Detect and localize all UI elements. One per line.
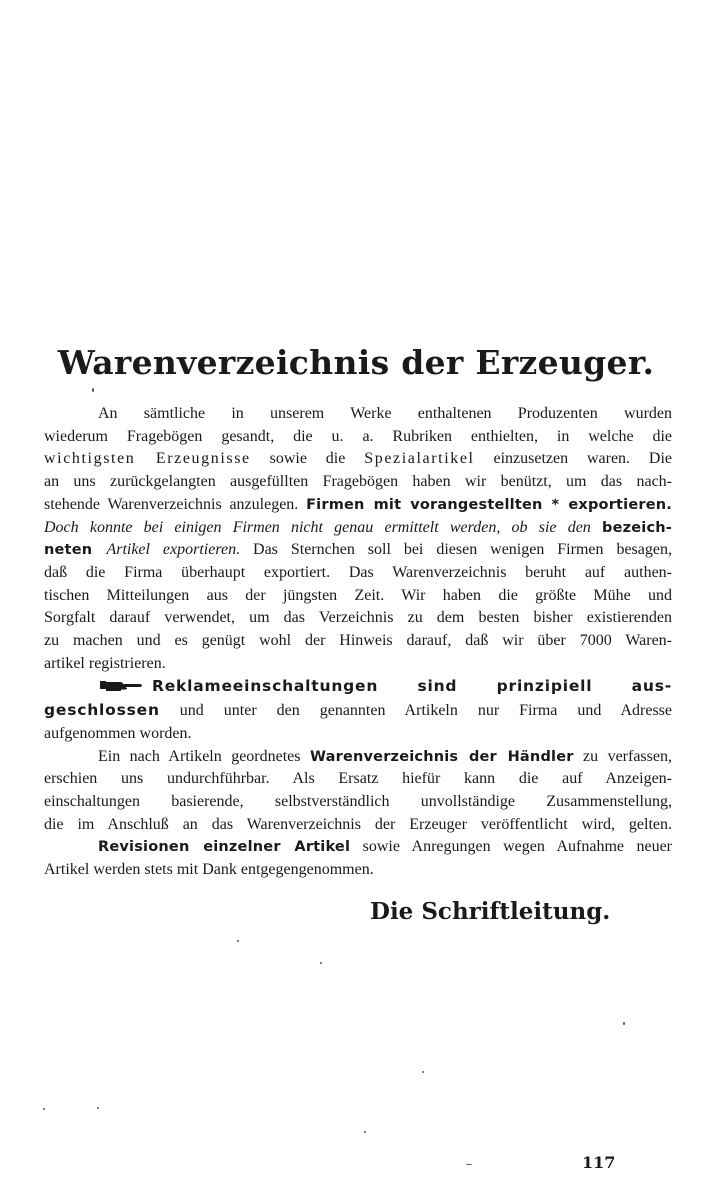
- scan-speck: [237, 940, 239, 942]
- signature: Die Schriftleitung.: [370, 898, 611, 925]
- notice-bold-text: Reklameeinschaltungen sind prinzipiell aus-: [152, 677, 672, 696]
- text-run: sowie Anregungen wegen Aufnahme neuer: [350, 838, 672, 856]
- page-number: 117: [582, 1153, 616, 1172]
- text-line: [44, 471, 672, 494]
- text-line: [44, 426, 672, 449]
- scan-speck: [43, 1108, 45, 1110]
- page-title: Warenverzeichnis der Erzeuger.: [57, 343, 655, 382]
- text-line: [44, 653, 672, 676]
- scan-speck: [320, 962, 322, 964]
- pointing-hand-icon: [98, 678, 144, 692]
- text-line: [44, 539, 672, 562]
- text-line: [44, 791, 672, 814]
- text-run: die im Anschluß an das Warenverzeichnis der Erzeuger veröffentlicht wird, gelten.: [44, 815, 672, 833]
- text-line: [44, 403, 672, 426]
- text-run: artikel registrieren.: [44, 654, 166, 672]
- italic-text: Artikel exportieren.: [106, 541, 241, 559]
- text-line: [44, 494, 672, 517]
- text-run: einschaltungen basierende, selbstverständlich unvollständige Zusammenstellung,: [44, 792, 672, 810]
- text-run: daß die Firma überhaupt exportiert. Das Warenverzeichnis beruht auf authen-: [44, 563, 672, 581]
- text-line: [44, 723, 672, 746]
- text-run: an uns zurückgelangten ausgefüllten Fragebögen haben wir benützt, um das nach-: [44, 473, 672, 491]
- text-line: [44, 814, 672, 837]
- scan-speck: [364, 1131, 366, 1133]
- text-run: und unter den genannten Artikeln nur Firma und Adresse: [159, 702, 672, 720]
- scan-speck: [97, 1107, 99, 1109]
- italic-text: Doch konnte bei einigen Firmen nicht genau ermittelt werden, ob sie den: [44, 518, 602, 536]
- text-run: stehende Warenverzeichnis anzulegen.: [44, 495, 307, 513]
- text-line: [44, 675, 672, 699]
- text-line: [44, 585, 672, 608]
- bold-emphasis: neten: [44, 542, 107, 559]
- text-line: [44, 630, 672, 653]
- notice-bold-text: geschlossen: [44, 701, 160, 720]
- spaced-emphasis: Spezialartikel: [364, 450, 475, 468]
- text-line: [44, 746, 672, 769]
- bold-emphasis: Warenverzeichnis der Händler: [309, 748, 574, 765]
- text-line: [44, 517, 672, 540]
- text-run: wiederum Fragebögen gesandt, die u. a. Rubriken enthielten, in welche die: [44, 427, 672, 445]
- text-run: Ein nach Artikeln geordnetes: [98, 747, 310, 765]
- text-line: [44, 768, 672, 791]
- scan-speck: [623, 1022, 625, 1025]
- bold-emphasis: bezeich-: [602, 519, 672, 536]
- bold-emphasis: Revisionen einzelner Artikel: [98, 839, 351, 856]
- text-line: [44, 448, 672, 471]
- text-run: erschien uns undurchführbar. Als Ersatz hiefür kann die auf Anzeigen-: [44, 770, 672, 788]
- text-run: sowie die: [250, 450, 365, 468]
- text-run: tischen Mitteilungen aus der jüngsten Zeit. Wir haben die größte Mühe und: [44, 586, 672, 604]
- text-run: zu verfassen,: [573, 747, 672, 765]
- text-run: Artikel werden stets mit Dank entgegengenommen.: [44, 861, 374, 879]
- scan-speck: [466, 1164, 472, 1165]
- bold-emphasis: Firmen mit vorangestellten * exportieren.: [306, 496, 672, 513]
- text-line: [44, 699, 672, 723]
- spaced-emphasis: wichtigsten Erzeugnisse: [44, 450, 251, 468]
- text-run: An sämtliche in unserem Werke enthaltenen Produzenten wurden: [98, 405, 672, 422]
- text-line: [44, 607, 672, 630]
- scan-speck: [92, 388, 94, 392]
- text-run: zu machen und es genügt wohl der Hinweis darauf, daß wir über 7000 Waren-: [44, 632, 672, 650]
- body-text: [44, 403, 672, 882]
- text-line: [44, 859, 672, 882]
- text-run: Sorgfalt darauf verwendet, um das Verzeichnis zu dem besten bisher existierenden: [44, 609, 672, 627]
- text-run: aufgenommen worden.: [44, 724, 192, 742]
- text-line: [44, 562, 672, 585]
- text-line: [44, 836, 672, 859]
- text-run: Das Sternchen soll bei diesen wenigen Firmen besagen,: [240, 541, 672, 559]
- scan-speck: [422, 1071, 424, 1073]
- text-run: einzusetzen waren. Die: [474, 450, 672, 468]
